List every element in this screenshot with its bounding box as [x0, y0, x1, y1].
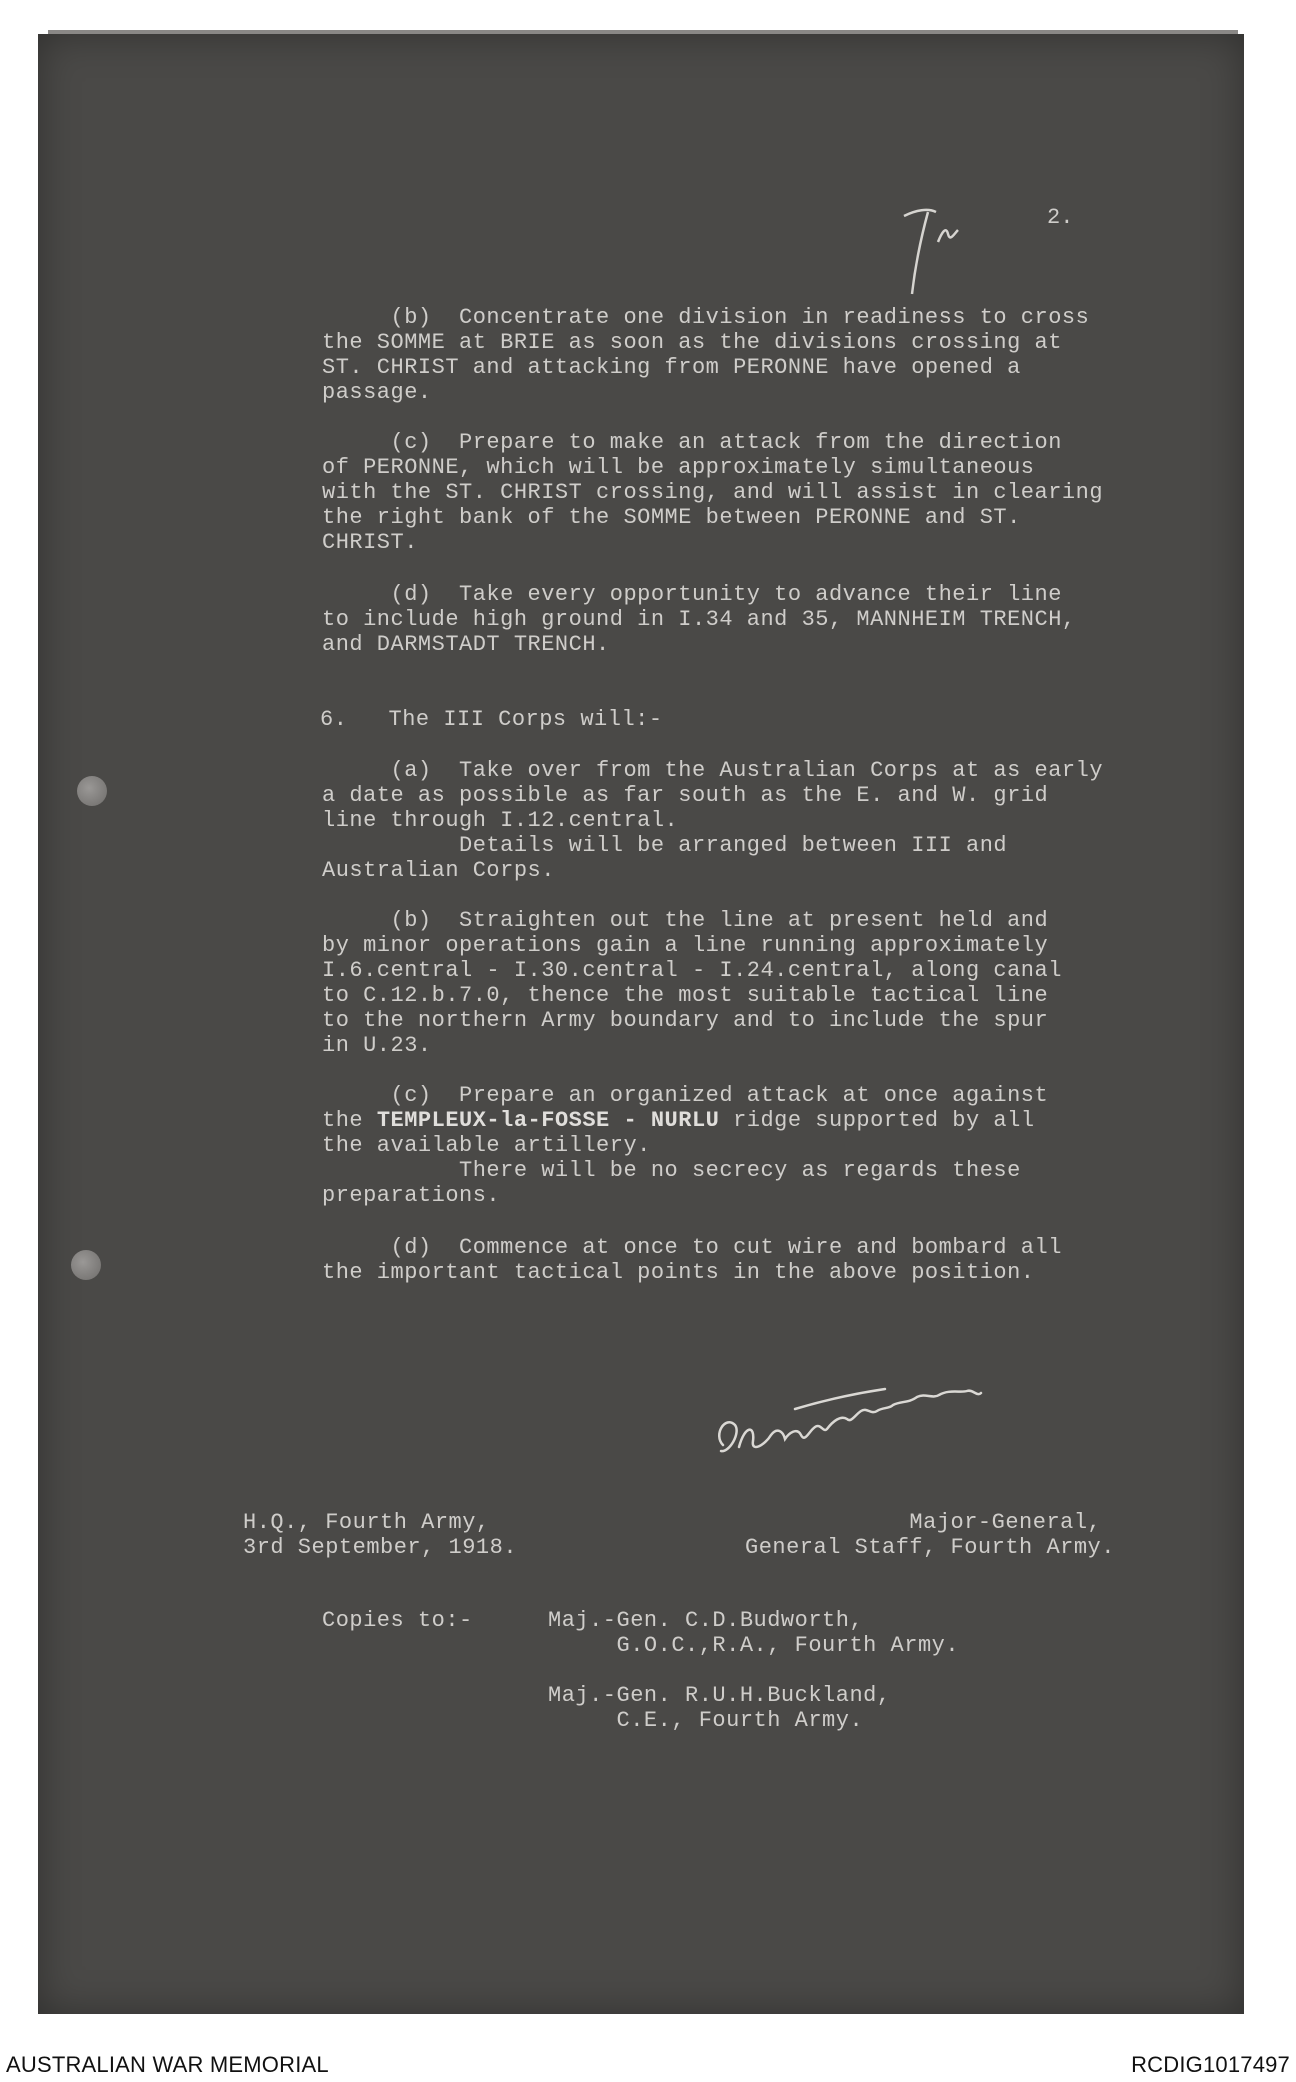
paragraph-6c-line2 [322, 1108, 1035, 1133]
punch-hole-upper [77, 776, 107, 806]
paragraph-6-heading: 6. The III Corps will:- [320, 707, 663, 732]
paragraph-6a: (a) Take over from the Australian Corps at as early a date as possible as far south as the E. and W. grid line through I.12.central. Details will be arranged between III and Australian Corps. [322, 758, 1104, 883]
struck-place-names: TEMPLEUX-la-FOSSE - NURLU [376, 1108, 720, 1133]
signature-icon [705, 1375, 1025, 1485]
signatory-rank: Major-General, General Staff, Fourth Army. [745, 1510, 1115, 1560]
copies-recipient-1: Maj.-Gen. C.D.Budworth, G.O.C.,R.A., Fourth Army. [548, 1608, 960, 1658]
paragraph-5c: (c) Prepare to make an attack from the direction of PERONNE, which will be approximately simultaneous with the ST. CHRIST crossing, and will assist in clearing the right bank of the SOMME between PERONNE and ST. CHRIST. [322, 430, 1104, 555]
paragraph-6c-post: ridge supported by all [719, 1108, 1035, 1133]
punch-hole-lower [71, 1250, 101, 1280]
headquarters-date: H.Q., Fourth Army, 3rd September, 1918. [243, 1510, 518, 1560]
paragraph-6c-line1: (c) Prepare an organized attack at once against [322, 1083, 1049, 1108]
footer-record-id: RCDIG1017497 [1131, 2052, 1290, 2077]
paragraph-6b: (b) Straighten out the line at present held and by minor operations gain a line running approximately I.6.central - I.30.central - I.24.central, along canal to C.12.b.7.0, thence the most suitable tactical line to the northern Army boundary and to include the spur in U.23. [322, 908, 1062, 1058]
paragraph-6c-pre: the [322, 1108, 377, 1133]
paragraph-5b: (b) Concentrate one division in readiness to cross the SOMME at BRIE as soon as the divisions crossing at ST. CHRIST and attacking from PERONNE have opened a passage. [322, 305, 1090, 405]
copies-recipient-2: Maj.-Gen. R.U.H.Buckland, C.E., Fourth Army. [548, 1683, 891, 1733]
paragraph-6c-rest: the available artillery. There will be no secrecy as regards these preparations. [322, 1133, 1021, 1208]
paragraph-6d: (d) Commence at once to cut wire and bombard all the important tactical points in the above position. [322, 1235, 1062, 1285]
handwritten-initials-icon [898, 204, 978, 299]
paragraph-5d: (d) Take every opportunity to advance their line to include high ground in I.34 and 35, MANNHEIM TRENCH, and DARMSTADT TRENCH. [322, 582, 1076, 657]
page-number: 2. [1047, 205, 1074, 230]
footer-institution: AUSTRALIAN WAR MEMORIAL [6, 2052, 329, 2077]
copies-label: Copies to:- [322, 1608, 473, 1633]
